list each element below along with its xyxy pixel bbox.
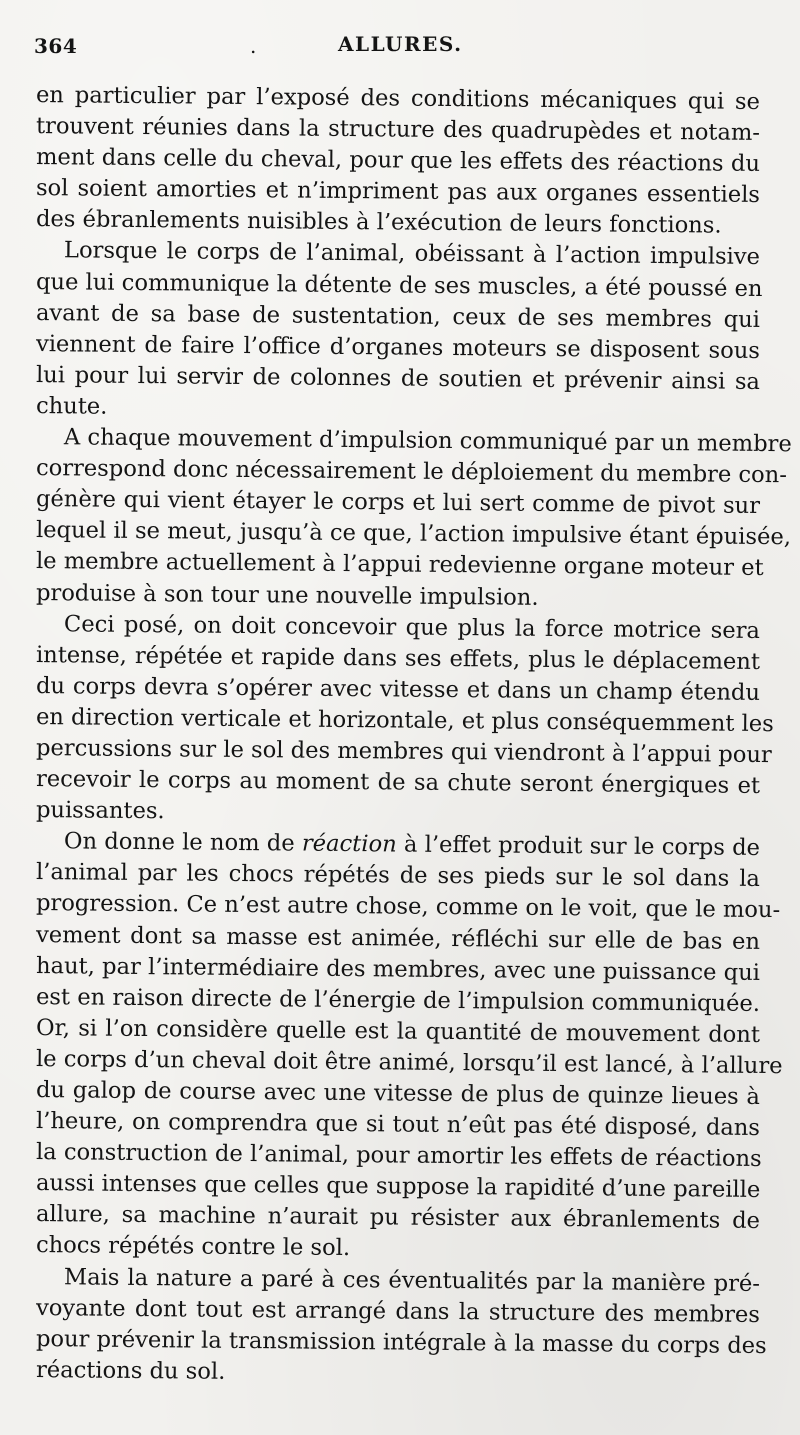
text-line: avant de sa base de sustentation, ceux de ses membres qui: [35, 299, 761, 333]
text-line: sol soient amorties et n’impriment pas aux organes essentiels: [35, 175, 761, 209]
text-line: Or, si l’on considère quelle est la quantité de mouvement dont: [35, 1014, 761, 1048]
text-line: le corps d’un cheval doit être animé, lorsqu’il est lancé, à l’allure: [35, 1045, 783, 1080]
text-line: produise à son tour une nouvelle impulsion.: [35, 579, 539, 611]
text-line: Mais la nature a paré à ces éventualités par la manière pré-: [63, 1263, 761, 1297]
text-line: génère qui vient étayer le corps et lui sert comme de pivot sur: [35, 486, 761, 520]
text-line: intense, répétée et rapide dans ses effets, plus le déplacement: [35, 641, 761, 675]
text-line: Lorsque le corps de l’animal, obéissant à l’action impulsive: [63, 237, 761, 271]
paragraph: [35, 609, 774, 827]
text-line: l’animal par les chocs répétés de ses pieds sur le sol dans la: [35, 859, 761, 893]
text-line: en particulier par l’exposé des conditions mécaniques qui se: [35, 82, 761, 115]
running-head: [34, 30, 754, 62]
page-number: 364: [34, 34, 78, 58]
text-line: trouvent réunies dans la structure des quadrupèdes et notam-: [35, 113, 761, 147]
paragraph: [35, 826, 783, 1262]
text-line: pour prévenir la transmission intégrale à la masse du corps des: [35, 1325, 767, 1359]
text-line: puissantes.: [35, 797, 165, 825]
text-line: réactions du sol.: [35, 1356, 226, 1385]
text-line: correspond donc nécessairement le déploiement du membre con-: [35, 455, 788, 489]
text-line: percussions sur le sol des membres qui viendront à l’appui pour: [35, 734, 772, 769]
text-line: Ceci posé, on doit concevoir que plus la force motrice sera: [63, 610, 761, 644]
text-line: recevoir le corps au moment de sa chute seront énergiques et: [35, 766, 761, 800]
text-line: chute.: [35, 392, 108, 420]
text-line: chocs répétés contre le sol.: [35, 1232, 351, 1262]
text-line: du galop de course avec une vitesse de plus de quinze lieues à: [35, 1077, 761, 1110]
paragraph: [35, 80, 761, 239]
text-line: vement dont sa masse est animée, réfléchi sur elle de bas en: [35, 921, 761, 955]
chapter-title: ALLURES.: [338, 32, 463, 56]
text-line: voyante dont tout est arrangé dans la structure des membres: [35, 1294, 761, 1328]
paragraph: [35, 235, 763, 422]
text-segment: On donne le nom de: [63, 828, 303, 857]
text-line: A chaque mouvement d’impulsion communiqué par un membre: [63, 424, 792, 458]
text-line: la construction de l’animal, pour amortir les effets de réactions: [35, 1139, 762, 1173]
text-line: lequel il se meut, jusqu’à ce que, l’action impulsive étant épuisée,: [35, 517, 792, 551]
text-line: le membre actuellement à l’appui redevienne organe moteur et: [35, 548, 764, 582]
text-line: des ébranlements nuisibles à l’exécution de leurs fonctions.: [35, 206, 722, 239]
text-line: allure, sa machine n’aurait pu résister aux ébranlements de: [35, 1201, 761, 1235]
text-line: progression. Ce n’est autre chose, comme on le voit, que le mou-: [35, 890, 781, 924]
text-segment: à l’effet produit sur le corps de: [396, 831, 761, 862]
text-line: haut, par l’intermédiaire des membres, avec une puissance qui: [35, 952, 761, 986]
italic-term: réaction: [301, 830, 397, 858]
text-line: en direction verticale et horizontale, et plus conséquemment les: [35, 703, 774, 737]
text-line: que lui communique la détente de ses muscles, a été poussé en: [35, 268, 763, 302]
header-separator: .: [250, 34, 257, 58]
text-line: viennent de faire l’office d’organes moteurs se disposent sous: [35, 330, 761, 364]
body-text: [35, 80, 792, 1386]
paragraph: [35, 1262, 767, 1386]
text-line: du corps devra s’opérer avec vitesse et dans un champ étendu: [35, 672, 761, 706]
text-line: est en raison directe de l’énergie de l’impulsion communiquée.: [35, 983, 761, 1017]
text-line: lui pour lui servir de colonnes de soutien et prévenir ainsi sa: [35, 361, 761, 395]
text-line: ment dans celle du cheval, pour que les effets des réactions du: [35, 144, 761, 178]
text-line: l’heure, on comprendra que si tout n’eût pas été disposé, dans: [35, 1108, 761, 1142]
paragraph: [35, 422, 792, 611]
text-line: aussi intenses que celles que suppose la rapidité d’une pareille: [35, 1170, 761, 1204]
